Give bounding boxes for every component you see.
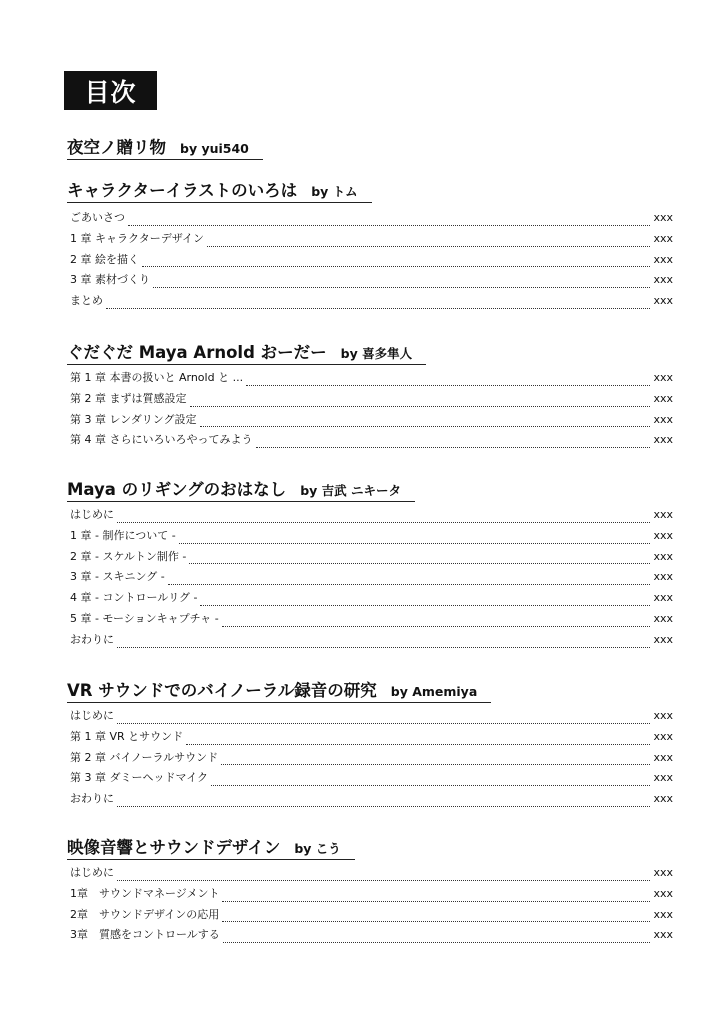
- dot-leader: [117, 722, 650, 724]
- entry-label: 3 章 - スキニング -: [70, 570, 165, 584]
- toc-entry[interactable]: [70, 748, 673, 769]
- dot-leader: [223, 941, 651, 943]
- section-author: by 吉武 ニキータ: [300, 483, 401, 498]
- toc-entry[interactable]: [70, 430, 673, 451]
- dot-leader: [142, 265, 650, 267]
- entry-page: xxx: [653, 231, 673, 245]
- toc-entry[interactable]: [70, 547, 673, 568]
- entry-label: おわりに: [70, 632, 114, 646]
- section-title: Maya のリギングのおはなし: [67, 480, 287, 499]
- section-heading: [67, 482, 415, 502]
- entry-page: xxx: [653, 252, 673, 266]
- entry-page: xxx: [653, 907, 673, 921]
- dot-leader: [189, 562, 650, 564]
- section-title: キャラクターイラストのいろは: [67, 181, 298, 200]
- entry-page: xxx: [653, 886, 673, 900]
- dot-leader: [200, 425, 651, 427]
- entry-label: 4 章 - コントロールリグ -: [70, 591, 198, 605]
- toc-entry[interactable]: [70, 526, 673, 547]
- section-heading: [67, 183, 372, 203]
- section-heading: [67, 683, 491, 703]
- entry-label: 第 1 章 VR とサウンド: [70, 729, 184, 743]
- toc-entry[interactable]: [70, 389, 673, 410]
- entry-label: 2章 サウンドデザインの応用: [70, 907, 220, 921]
- dot-leader: [222, 625, 651, 627]
- entry-page: xxx: [653, 632, 673, 646]
- section-title: 映像音響とサウンドデザイン: [67, 838, 281, 857]
- entry-page: xxx: [653, 391, 673, 405]
- entry-label: 第 1 章 本書の扱いと Arnold と ...: [70, 371, 244, 384]
- toc-entry[interactable]: [70, 706, 673, 727]
- entry-label: はじめに: [70, 709, 114, 722]
- entry-list: [70, 208, 673, 312]
- entry-label: 第 2 章 バイノーラルサウンド: [70, 750, 219, 764]
- entry-page: xxx: [653, 928, 673, 942]
- dot-leader: [117, 879, 650, 881]
- entry-label: 第 4 章 さらにいろいろやってみよう: [70, 433, 253, 447]
- entry-label: 5 章 - モーションキャプチャ -: [70, 611, 219, 625]
- section-heading: [67, 140, 263, 160]
- entry-label: 第 3 章 ダミーヘッドマイク: [70, 771, 209, 785]
- dot-leader: [168, 583, 651, 585]
- dot-leader: [186, 743, 650, 745]
- section-author: by Amemiya: [390, 684, 478, 699]
- toc-entry[interactable]: [70, 884, 673, 905]
- toc-entry[interactable]: [70, 229, 673, 250]
- section-title: ぐだぐだ Maya Arnold おーだー: [67, 343, 327, 362]
- toc-entry[interactable]: [70, 270, 673, 291]
- entry-page: xxx: [653, 371, 673, 384]
- dot-leader: [200, 604, 650, 606]
- toc-entry[interactable]: [70, 905, 673, 926]
- toc-entry[interactable]: [70, 505, 673, 526]
- dot-leader: [246, 384, 650, 386]
- entry-label: ごあいさつ: [70, 211, 125, 224]
- dot-leader: [222, 920, 650, 922]
- toc-title: 目次: [64, 71, 157, 110]
- dot-leader: [153, 286, 650, 288]
- toc-entry[interactable]: [70, 727, 673, 748]
- entry-page: xxx: [653, 508, 673, 521]
- entry-label: 3 章 素材づくり: [70, 273, 150, 287]
- dot-leader: [128, 224, 650, 226]
- toc-entry[interactable]: [70, 250, 673, 271]
- entry-label: はじめに: [70, 508, 114, 521]
- entry-page: xxx: [653, 433, 673, 447]
- entry-page: xxx: [653, 750, 673, 764]
- section-title: VR サウンドでのバイノーラル録音の研究: [67, 681, 377, 700]
- entry-page: xxx: [653, 211, 673, 224]
- toc-entry[interactable]: [70, 789, 673, 810]
- entry-label: はじめに: [70, 866, 114, 879]
- entry-list: [70, 863, 673, 946]
- dot-leader: [117, 805, 650, 807]
- entry-page: xxx: [653, 570, 673, 584]
- entry-page: xxx: [653, 771, 673, 785]
- entry-page: xxx: [653, 792, 673, 806]
- entry-page: xxx: [653, 273, 673, 287]
- entry-page: xxx: [653, 866, 673, 879]
- toc-entry[interactable]: [70, 291, 673, 312]
- toc-entry[interactable]: [70, 768, 673, 789]
- toc-entry[interactable]: [70, 863, 673, 884]
- entry-label: まとめ: [70, 294, 103, 308]
- dot-leader: [211, 784, 650, 786]
- entry-list: [70, 706, 673, 810]
- dot-leader: [117, 521, 650, 523]
- toc-entry[interactable]: [70, 925, 673, 946]
- entry-label: 第 3 章 レンダリング設定: [70, 412, 197, 426]
- entry-label: 2 章 - スケルトン制作 -: [70, 549, 187, 563]
- dot-leader: [190, 405, 651, 407]
- entry-page: xxx: [653, 591, 673, 605]
- toc-entry[interactable]: [70, 609, 673, 630]
- entry-page: xxx: [653, 549, 673, 563]
- entry-page: xxx: [653, 709, 673, 722]
- toc-entry[interactable]: [70, 630, 673, 651]
- dot-leader: [221, 763, 650, 765]
- section-author: by こう: [294, 841, 341, 856]
- section-author: by 喜多隼人: [340, 346, 413, 361]
- section-author: by トム: [311, 184, 358, 199]
- dot-leader: [256, 446, 651, 448]
- toc-entry[interactable]: [70, 368, 673, 389]
- toc-entry[interactable]: [70, 208, 673, 229]
- entry-list: [70, 505, 673, 651]
- entry-label: 1章 サウンドマネージメント: [70, 886, 220, 900]
- entry-label: 1 章 キャラクターデザイン: [70, 231, 205, 245]
- dot-leader: [207, 245, 650, 247]
- entry-label: おわりに: [70, 792, 114, 806]
- dot-leader: [179, 542, 651, 544]
- entry-label: 3章 質感をコントロールする: [70, 928, 220, 942]
- entry-list: [70, 368, 673, 451]
- section-heading: [67, 840, 355, 860]
- entry-page: xxx: [653, 729, 673, 743]
- section-title: 夜空ノ贈リ物: [67, 138, 166, 157]
- toc-entry[interactable]: [70, 567, 673, 588]
- entry-page: xxx: [653, 412, 673, 426]
- entry-page: xxx: [653, 528, 673, 542]
- entry-label: 第 2 章 まずは質感設定: [70, 391, 187, 405]
- entry-label: 2 章 絵を描く: [70, 252, 139, 266]
- section-heading: [67, 345, 426, 365]
- entry-page: xxx: [653, 294, 673, 308]
- entry-page: xxx: [653, 611, 673, 625]
- dot-leader: [222, 900, 650, 902]
- section-author: by yui540: [180, 141, 249, 156]
- entry-label: 1 章 - 制作について -: [70, 528, 176, 542]
- toc-entry[interactable]: [70, 588, 673, 609]
- dot-leader: [117, 646, 650, 648]
- dot-leader: [106, 307, 650, 309]
- toc-entry[interactable]: [70, 410, 673, 431]
